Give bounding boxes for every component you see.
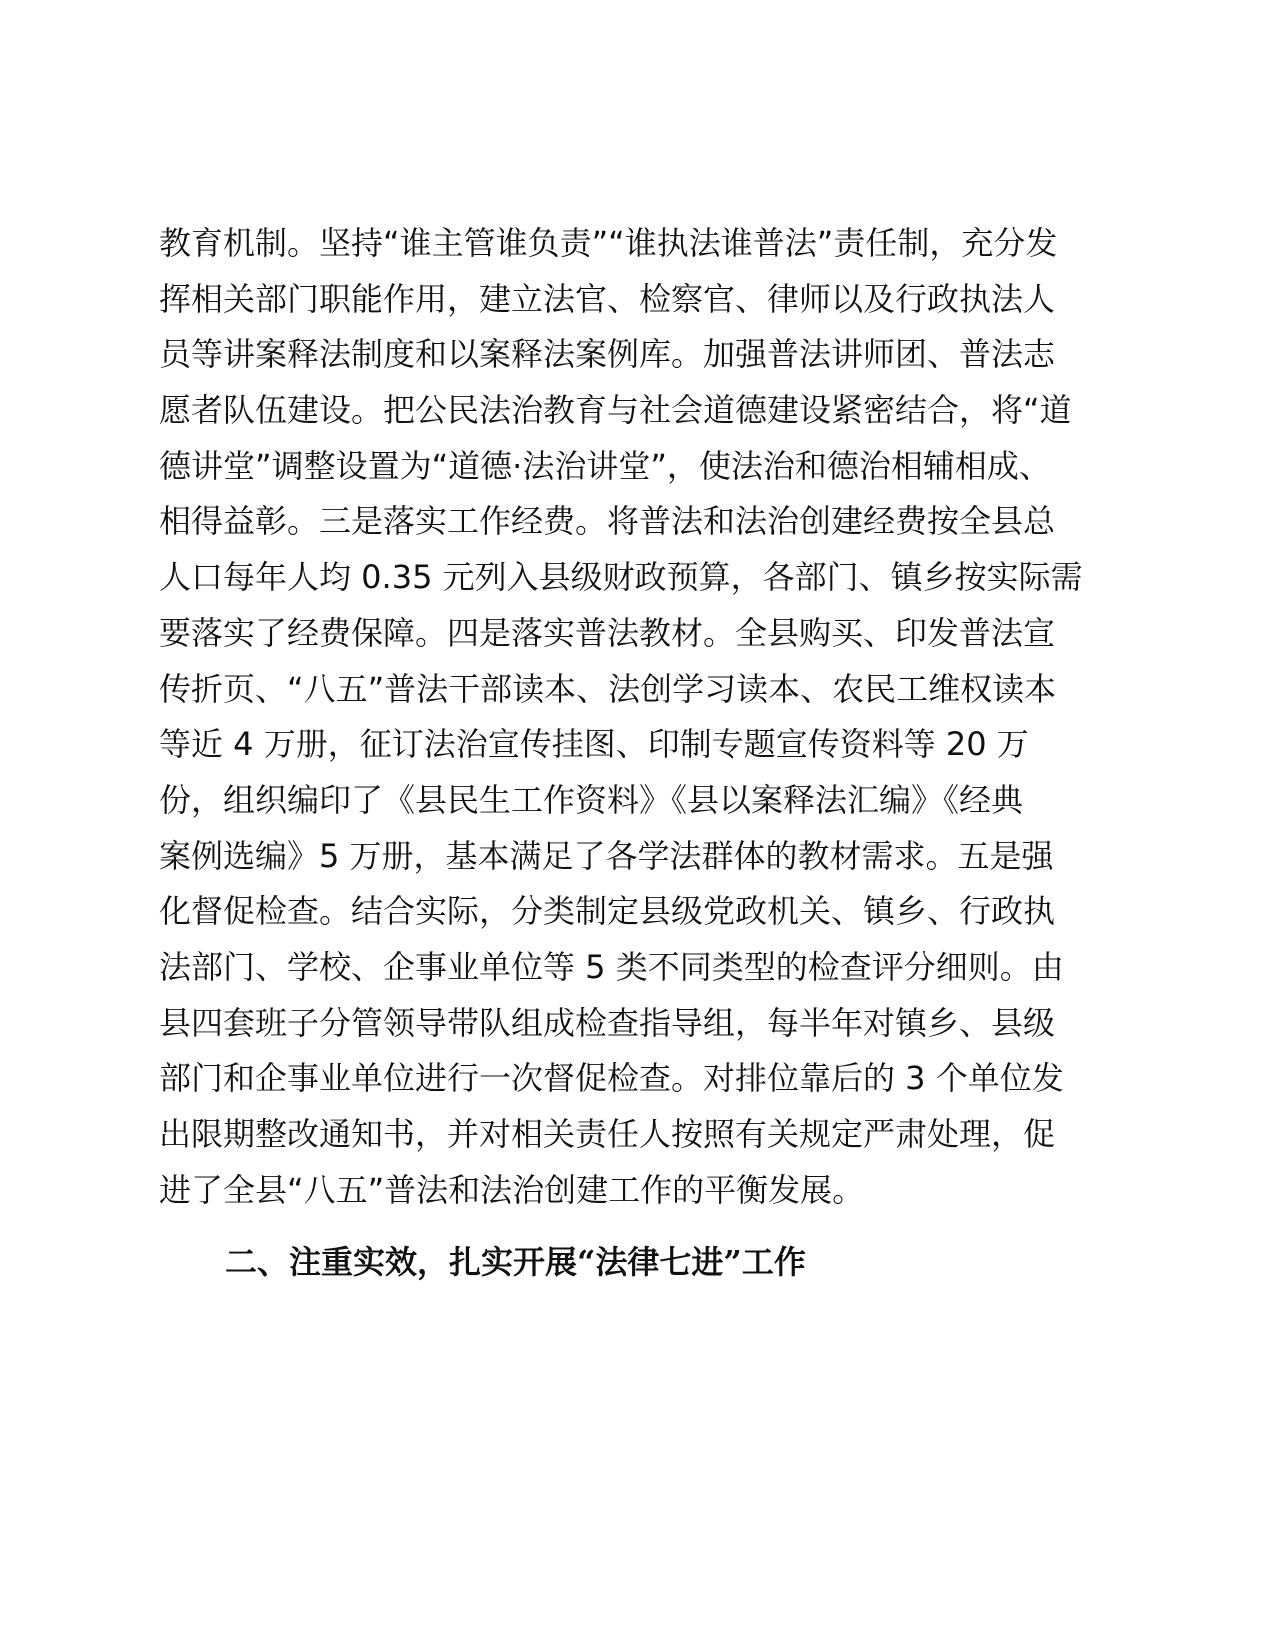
paragraph-line: 挥相关部门职能作用，建立法官、检察官、律师以及行政执法人: [159, 279, 1056, 318]
paragraph-line: 人口每年人均 0.35 元列入县级财政预算，各部门、镇乡按实际需: [159, 558, 1083, 597]
section-heading: 二、注重实效，扎实开展“法律七进”工作: [225, 1243, 806, 1281]
paragraph-line: 化督促检查。结合实际，分类制定县级党政机关、镇乡、行政执: [159, 892, 1056, 931]
paragraph-line: 相得益彰。三是落实工作经费。将普法和法治创建经费按全县总: [159, 502, 1056, 541]
paragraph-line: 部门和企事业单位进行一次督促检查。对排位靠后的 3 个单位发: [159, 1059, 1064, 1098]
paragraph-line: 要落实了经费保障。四是落实普法教材。全县购买、印发普法宣: [159, 613, 1056, 652]
paragraph-line: 愿者队伍建设。把公民法治教育与社会道德建设紧密结合，将“道: [159, 391, 1072, 430]
paragraph-line: 教育机制。坚持“谁主管谁负责”“谁执法谁普法”责任制，充分发: [159, 224, 1058, 262]
paragraph-line: 案例选编》5 万册，基本满足了各学法群体的教材需求。五是强: [159, 836, 1054, 875]
paragraph-line: 法部门、学校、企事业单位等 5 类不同类型的检查评分细则。由: [159, 947, 1064, 986]
paragraph-line: 等近 4 万册，征订法治宣传挂图、印制专题宣传资料等 20 万: [159, 725, 1029, 764]
paragraph-line: 县四套班子分管领导带队组成检查指导组，每半年对镇乡、县级: [159, 1003, 1056, 1042]
paragraph-line: 德讲堂”调整设置为“道德·法治讲堂”，使法治和德治相辅相成、: [159, 446, 1051, 485]
paragraph-line: 份，组织编印了《县民生工作资料》《县以案释法汇编》《经典: [159, 780, 1024, 819]
paragraph-line: 出限期整改通知书，并对相关责任人按照有关规定严肃处理，促: [159, 1115, 1056, 1153]
paragraph-line: 员等讲案释法制度和以案释法案例库。加强普法讲师团、普法志: [159, 335, 1056, 374]
paragraph-line: 进了全县“八五”普法和法治创建工作的平衡发展。: [159, 1170, 865, 1209]
body-paragraph: [159, 216, 1089, 1218]
paragraph-line: 传折页、“八五”普法干部读本、法创学习读本、农民工维权读本: [159, 669, 1057, 708]
